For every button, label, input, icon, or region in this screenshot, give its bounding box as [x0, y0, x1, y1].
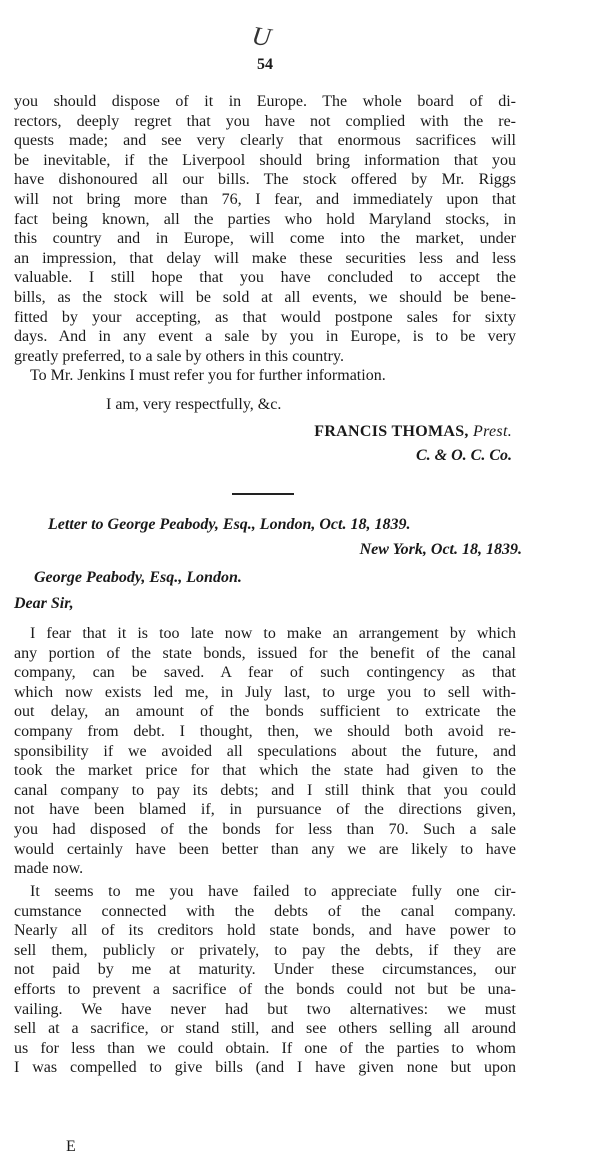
signer-title: Prest. — [473, 423, 512, 440]
text-line: took the market price for that which the state had given to the — [14, 762, 516, 780]
text-line: quests made; and see very clearly that enormous sacrifices will — [14, 132, 516, 150]
text-line: this country and in Europe, will come into the market, under — [14, 230, 516, 248]
text-line: efforts to prevent a sacrifice of the bonds could not but be una- — [14, 980, 516, 998]
text-line: not paid by me at maturity. Under these circumstances, our — [14, 961, 516, 979]
text-line: any portion of the state bonds, issued for the benefit of the canal — [14, 644, 516, 662]
text-line: have dishonoured all our bills. The stock offered by Mr. Riggs — [14, 171, 516, 189]
text-line: not have been blamed if, in pursuance of the directions given, — [14, 801, 516, 819]
signer-name: FRANCIS THOMAS, — [314, 423, 469, 440]
text-line: you had disposed of the bonds for less than 70. Such a sale — [14, 820, 516, 838]
text-line: be inevitable, if the Liverpool should bring information that you — [14, 151, 516, 169]
text-line: will not bring more than 76, I fear, and immediately upon that — [14, 190, 516, 208]
valediction: I am, very respectfully, &c. — [106, 396, 282, 413]
text-line: sponsibility if we avoided all speculations about the future, and — [14, 742, 516, 760]
text-line: sell at a sacrifice, or stand still, and see others selling all around — [14, 1020, 516, 1038]
text-line: It seems to me you have failed to appreciate fully one cir- — [30, 883, 516, 900]
text-line: fitted by your accepting, as that would postpone sales for sixty — [14, 308, 516, 326]
text-line: cumstance connected with the debts of the canal company. — [14, 902, 516, 920]
letter-salutation: Dear Sir, — [14, 595, 74, 612]
text-line: canal company to pay its debts; and I still think that you could — [14, 781, 516, 799]
text-line: greatly preferred, to a sale by others in this country. — [14, 347, 344, 365]
text-line: company, can be saved. A fear of such contingency as that — [14, 664, 516, 682]
paragraph-3 — [14, 882, 516, 1078]
letter-dateline: New York, Oct. 18, 1839. — [359, 541, 522, 558]
text-line: To Mr. Jenkins I must refer you for further information. — [30, 367, 386, 385]
letter-addressee: George Peabody, Esq., London. — [34, 569, 242, 586]
signer — [0, 423, 512, 441]
text-line: I was compelled to give bills (and I have given none but upon — [14, 1059, 516, 1077]
page-number: 54 — [257, 56, 273, 73]
company-name: C. & O. C. Co. — [415, 447, 512, 464]
text-line: valuable. I still hope that you have concluded to accept the — [14, 269, 516, 287]
paragraph-2 — [14, 624, 516, 879]
letter-heading: Letter to George Peabody, Esq., London, Oct. 18, 1839. — [48, 516, 411, 533]
text-line: an impression, that delay will make these securities less and less — [14, 249, 516, 267]
text-line: rectors, deeply regret that you have not complied with the re- — [14, 112, 516, 130]
printer-signature-mark: E — [66, 1138, 76, 1155]
text-line: days. And in any event a sale by you in Europe, is to be very — [14, 328, 516, 346]
text-line: bills, as the stock will be sold at all events, we should be bene- — [14, 288, 516, 306]
text-line: Nearly all of its creditors hold state bonds, and have power to — [14, 922, 516, 940]
text-line: I fear that it is too late now to make an arrangement by which — [30, 625, 516, 642]
text-line: out delay, an amount of the bonds sufficient to extricate the — [14, 703, 516, 721]
text-line: would certainly have been better than any we are likely to have — [14, 840, 516, 858]
section-divider — [232, 493, 294, 495]
text-line: vailing. We have never had but two alternatives: we must — [14, 1000, 516, 1018]
text-line: fact being known, all the parties who hold Maryland stocks, in — [14, 210, 516, 228]
text-line: sell them, publicly or privately, to pay the debts, if they are — [14, 941, 516, 959]
text-line: company from debt. I thought, then, we should both avoid re- — [14, 722, 516, 740]
text-line: you should dispose of it in Europe. The whole board of di- — [14, 93, 516, 110]
text-line: which now exists led me, in July last, to urge you to sell with- — [14, 683, 516, 701]
paragraph-1 — [14, 92, 516, 386]
corner-mark: U — [250, 20, 273, 53]
text-line: made now. — [14, 860, 84, 878]
text-line: us for less than we could obtain. If one of the parties to whom — [14, 1039, 516, 1057]
